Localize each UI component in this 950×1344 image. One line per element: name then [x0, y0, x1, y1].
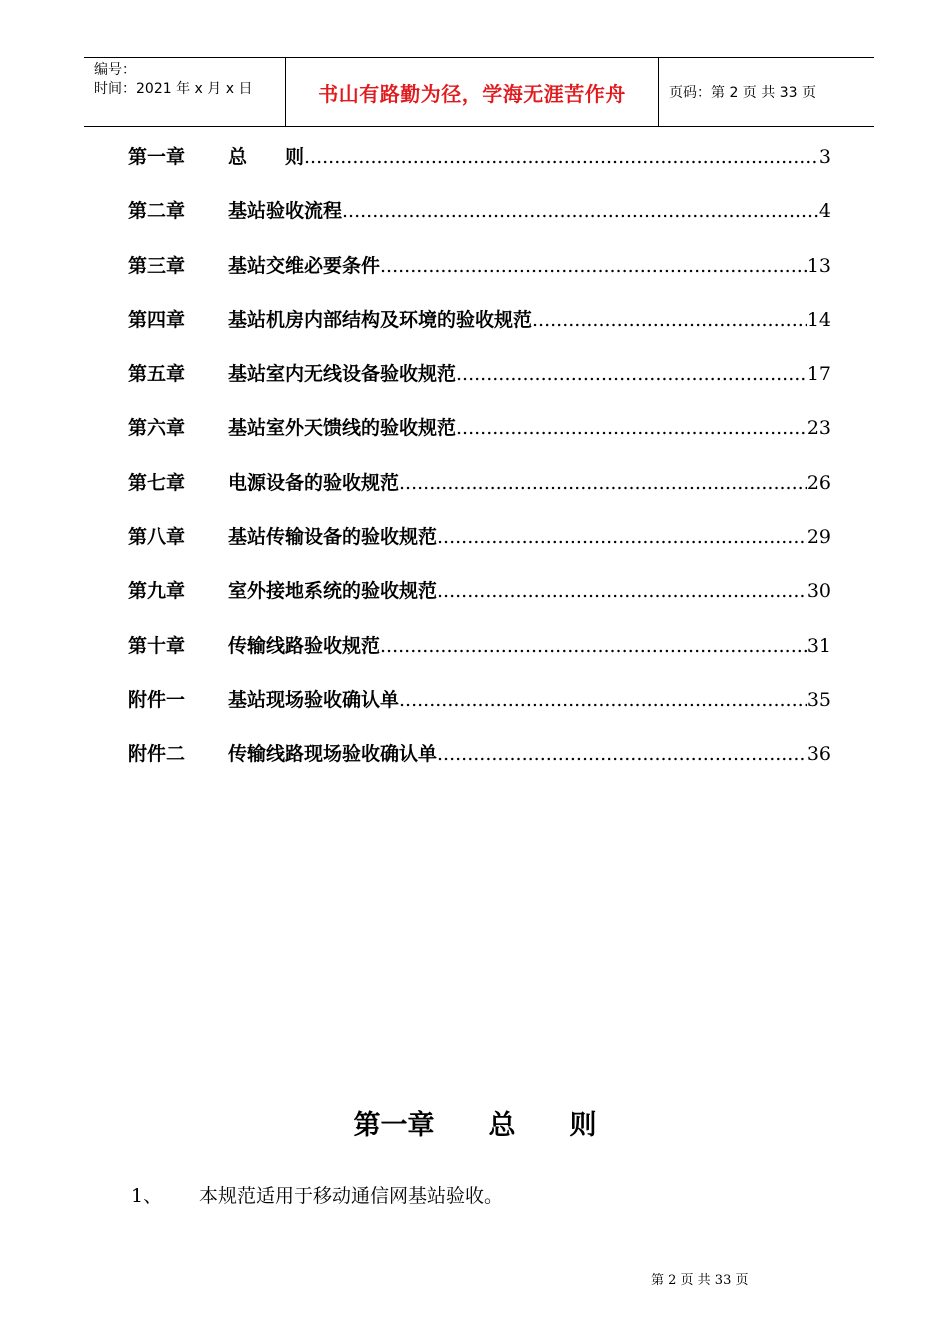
toc-page-number: 30 [806, 580, 831, 603]
toc-page-number: 13 [806, 254, 831, 277]
toc-page-number: 4 [818, 200, 831, 223]
toc-dot-leader [304, 146, 819, 168]
toc-chapter-label: 附件二 [128, 743, 186, 766]
toc-dot-leader [437, 526, 807, 548]
toc-entry-title: 传输线路验收规范 [228, 634, 381, 657]
toc-chapter-label: 第六章 [128, 417, 186, 440]
page-footer: 第 2 页 共 33 页 [651, 1273, 749, 1288]
paragraph-number: 1、 [131, 1185, 163, 1207]
toc-entry[interactable] [128, 685, 831, 739]
toc-page-number: 23 [806, 417, 831, 440]
toc-entry-title: 基站验收流程 [228, 200, 343, 223]
toc-chapter-label: 第二章 [128, 200, 186, 223]
document-number-label: 编号： [94, 62, 136, 78]
toc-dot-leader [380, 635, 807, 657]
toc-dot-leader [532, 309, 807, 331]
toc-entry[interactable] [128, 631, 831, 685]
toc-entry[interactable] [128, 576, 831, 630]
toc-entry-title: 室外接地系统的验收规范 [228, 580, 438, 603]
toc-page-number: 14 [806, 308, 831, 331]
toc-entry-title: 基站传输设备的验收规范 [228, 526, 438, 549]
toc-dot-leader [399, 689, 807, 711]
toc-chapter-label: 第十章 [128, 634, 186, 657]
toc-chapter-label: 第四章 [128, 308, 186, 331]
toc-entry-title: 电源设备的验收规范 [228, 471, 400, 494]
toc-entry-title: 传输线路现场验收确认单 [228, 743, 438, 766]
paragraph [131, 1181, 503, 1208]
toc-dot-leader [380, 255, 807, 277]
toc-chapter-label: 附件一 [128, 688, 186, 711]
toc-page-number: 17 [806, 363, 831, 386]
toc-entry[interactable] [128, 468, 831, 522]
header-meta [84, 58, 285, 126]
toc-chapter-label: 第九章 [128, 580, 186, 603]
document-date: 时间：2021 年 x 月 x 日 [94, 81, 253, 97]
toc-dot-leader [399, 472, 807, 494]
header-page-info: 页码：第 2 页 共 33 页 [669, 85, 816, 101]
toc-dot-leader [342, 200, 819, 222]
table-of-contents [128, 142, 831, 794]
toc-dot-leader [437, 743, 807, 765]
toc-entry-title: 基站交维必要条件 [228, 254, 381, 277]
toc-chapter-label: 第八章 [128, 526, 186, 549]
toc-chapter-label: 第一章 [128, 146, 186, 168]
toc-page-number: 31 [806, 634, 831, 657]
chapter-heading: 第一章 总 则 [353, 1110, 597, 1141]
toc-entry-title: 基站室外天馈线的验收规范 [228, 417, 457, 440]
paragraph-text: 本规范适用于移动通信网基站验收。 [199, 1185, 504, 1207]
toc-chapter-label: 第三章 [128, 254, 186, 277]
header-motto: 书山有路勤为径，学海无涯苦作舟 [285, 58, 659, 126]
toc-dot-leader [437, 580, 807, 602]
page-header [84, 57, 874, 127]
toc-page-number: 35 [806, 688, 831, 711]
toc-entry[interactable] [128, 359, 831, 413]
toc-dot-leader [456, 417, 807, 439]
toc-entry-title: 基站室内无线设备验收规范 [228, 363, 457, 386]
toc-page-number: 36 [806, 743, 831, 766]
toc-chapter-label: 第七章 [128, 471, 186, 494]
toc-page-number: 3 [818, 146, 831, 168]
toc-entry-title: 总 则 [228, 146, 305, 168]
toc-entry[interactable] [128, 142, 831, 196]
toc-page-number: 29 [806, 526, 831, 549]
toc-chapter-label: 第五章 [128, 363, 186, 386]
toc-entry[interactable] [128, 739, 831, 793]
toc-entry[interactable] [128, 305, 831, 359]
toc-entry[interactable] [128, 251, 831, 305]
toc-entry[interactable] [128, 522, 831, 576]
toc-page-number: 26 [806, 471, 831, 494]
toc-entry[interactable] [128, 413, 831, 467]
toc-entry-title: 基站机房内部结构及环境的验收规范 [228, 308, 533, 331]
toc-entry[interactable] [128, 196, 831, 250]
toc-entry-title: 基站现场验收确认单 [228, 688, 400, 711]
toc-dot-leader [456, 363, 807, 385]
